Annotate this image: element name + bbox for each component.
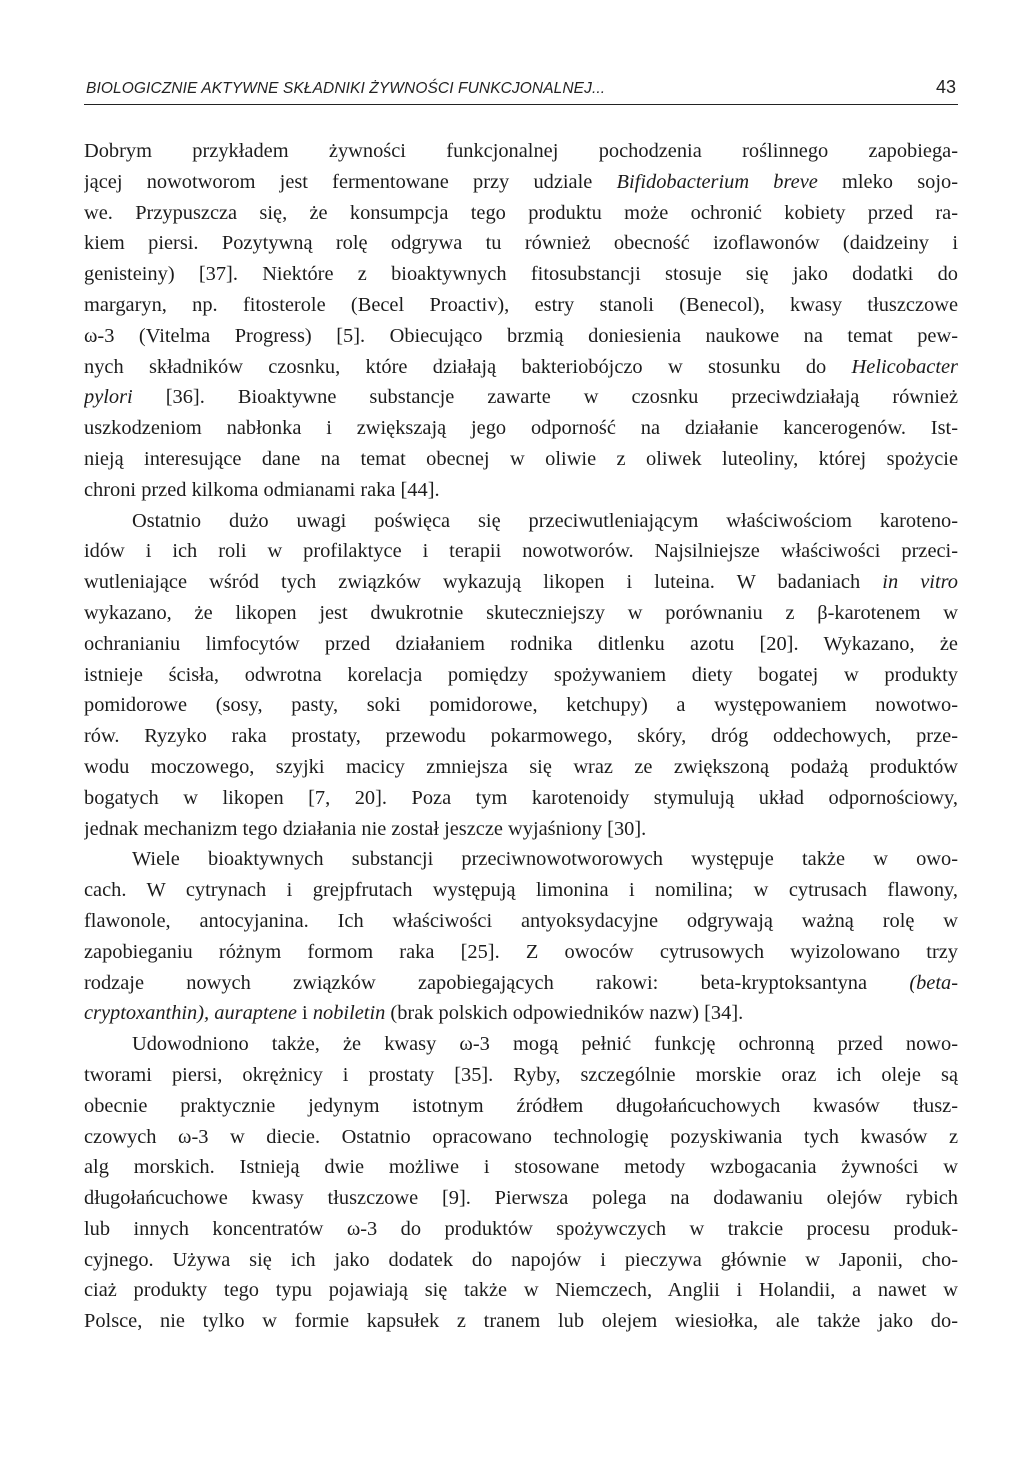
text-line: obecnie praktycznie jedynym istotnym źródłem długołańcuchowych kwasów tłusz- — [84, 1094, 958, 1117]
text-line: Polsce, nie tylko w formie kapsułek z tranem lub olejem wiesiołka, ale także jako do- — [84, 1310, 958, 1333]
text-line: zapobieganiu różnym formom raka [25]. Z owoców cytrusowych wyizolowano trzy — [84, 940, 958, 963]
text-line: rów. Ryzyko raka prostaty, przewodu pokarmowego, skóry, dróg oddechowych, prze- — [84, 725, 958, 748]
text-line: Dobrym przykładem żywności funkcjonalnej pochodzenia roślinnego zapobiega- — [84, 140, 958, 162]
text-line: tworami piersi, okrężnicy i prostaty [35]. Ryby, szczególnie morskie oraz ich oleje są — [84, 1063, 958, 1086]
text-line: długołańcuchowe kwasy tłuszczowe [9]. Pierwsza polega na dodawaniu olejów rybich — [84, 1187, 958, 1210]
text-line: jednak mechanizm tego działania nie został jeszcze wyjaśniony [30]. — [84, 817, 647, 840]
text-line: kiem piersi. Pozytywną rolę odgrywa tu również obecność izoflawonów (daidzeiny i — [84, 232, 958, 255]
text-line: ciaż produkty tego typu pojawiają się także w Niemczech, Anglii i Holandii, a nawet w — [84, 1279, 958, 1302]
text-line: cach. W cytrynach i grejpfrutach występują limonina i nomilina; w cytrusach flawony, — [84, 879, 958, 902]
text-line: wodu moczowego, szyjki macicy zmniejsza się wraz ze zwiększoną podażą produktów — [84, 755, 958, 778]
text-line: cryptoxanthin), auraptene i nobiletin (brak polskich odpowiedników nazw) [34]. — [84, 1002, 744, 1025]
text-line: we. Przypuszcza się, że konsumpcja tego produktu może ochronić kobiety przed ra- — [84, 201, 958, 224]
text-line: ochranianiu limfocytów przed działaniem rodnika ditlenku azotu [20]. Wykazano, że — [84, 632, 958, 655]
text-line: wykazano, że likopen jest dwukrotnie skuteczniejszy w porównaniu z β-karotenem w — [84, 601, 958, 624]
text-line: pomidorowe (sosy, pasty, soki pomidorowe, ketchupy) a występowaniem nowotwo- — [84, 694, 958, 717]
running-header — [84, 74, 958, 105]
paragraph — [84, 1029, 958, 1337]
text-line: genisteiny) [37]. Niektóre z bioaktywnych fitosubstancji stosuje się jako dodatki do — [84, 263, 958, 286]
text-line: flawonole, antocyjanina. Ich właściwości antyoksydacyjne odgrywają ważną rolę w — [84, 909, 958, 932]
text-line: ω-3 (Vitelma Progress) [5]. Obiecująco brzmią doniesienia naukowe na temat pew- — [84, 324, 958, 347]
text-line: cyjnego. Używa się ich jako dodatek do napojów i pieczywa głównie w Japonii, cho- — [84, 1248, 958, 1271]
text-line: Udowodniono także, że kwasy ω-3 mogą pełnić funkcję ochronną przed nowo- — [132, 1033, 958, 1056]
text-line: czowych ω-3 w diecie. Ostatnio opracowano technologię pozyskiwania tych kwasów z — [84, 1125, 958, 1148]
text-line: bogatych w likopen [7, 20]. Poza tym karotenoidy stymulują układ odpornościowy, — [84, 786, 958, 809]
text-line: chroni przed kilkoma odmianami raka [44]. — [84, 478, 440, 501]
text-line: wutleniające wśród tych związków wykazują likopen i luteina. W badaniach in vitro — [84, 571, 958, 594]
text-line: nieją interesujące dane na temat obecnej w oliwie z oliwek luteoliny, której spożycie — [84, 447, 958, 470]
text-line: Wiele bioaktywnych substancji przeciwnowotworowych występuje także w owo- — [132, 848, 958, 871]
paragraph — [84, 136, 958, 506]
text-line: jącej nowotworom jest fermentowane przy udziale Bifidobacterium breve mleko sojo- — [84, 170, 958, 193]
paragraph — [84, 844, 958, 1029]
text-line: alg morskich. Istnieją dwie możliwe i stosowane metody wzbogacania żywności w — [84, 1156, 958, 1179]
running-title: BIOLOGICZNIE AKTYWNE SKŁADNIKI ŻYWNOŚCI FUNKCJONALNEJ... — [86, 80, 606, 97]
text-line: idów i ich roli w profilaktyce i terapii nowotworów. Najsilniejsze właściwości przeci- — [84, 540, 958, 563]
text-line: Ostatnio dużo uwagi poświęca się przeciwutleniającym właściwościom karoteno- — [132, 509, 958, 532]
text-line: nych składników czosnku, które działają bakteriobójczo w stosunku do Helicobacter — [84, 355, 958, 378]
text-line: pylori [36]. Bioaktywne substancje zawarte w czosnku przeciwdziałają również — [84, 386, 958, 409]
text-line: istnieje ścisła, odwrotna korelacja pomiędzy spożywaniem diety bogatej w produkty — [84, 663, 958, 686]
page-number: 43 — [935, 77, 956, 97]
text-line: uszkodzeniom nabłonka i zwiększają jego odporność na działanie kancerogenów. Ist- — [84, 417, 958, 440]
text-line: rodzaje nowych związków zapobiegających rakowi: beta-kryptoksantyna (beta- — [84, 971, 958, 994]
body-text — [84, 136, 958, 1337]
text-line: margaryn, np. fitosterole (Becel Proactiv), estry stanoli (Benecol), kwasy tłuszczowe — [84, 293, 958, 316]
text-line: lub innych koncentratów ω-3 do produktów spożywczych w trakcie procesu produk- — [84, 1217, 958, 1240]
paragraph — [84, 506, 958, 845]
